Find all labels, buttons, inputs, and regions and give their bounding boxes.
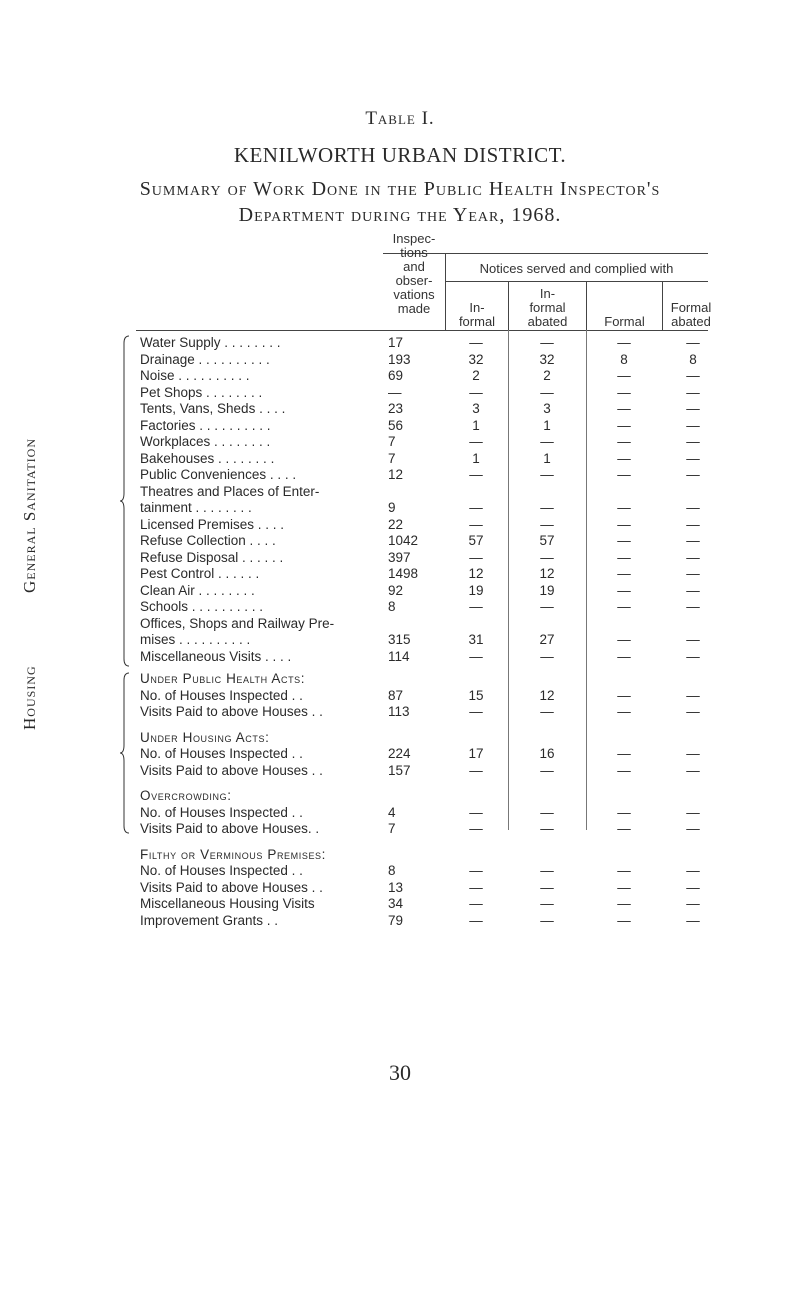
row-value-col3: 8 — [620, 351, 628, 367]
row-value-col1: 19 — [468, 582, 484, 598]
table-row — [136, 517, 716, 533]
row-value-col2: — — [540, 879, 554, 895]
row-value-col3: — — [617, 599, 631, 614]
table-row — [136, 368, 716, 384]
row-value-col2: — — [540, 467, 554, 482]
row-value-col0: 69 — [388, 368, 404, 383]
row-value-col0: — — [388, 384, 402, 400]
row-value-col2: — — [540, 863, 554, 878]
table-row — [136, 649, 716, 665]
row-value-col0: 157 — [388, 762, 411, 778]
header-inspections-line: tions — [400, 245, 428, 260]
table-row — [136, 533, 716, 549]
row-value-col1: — — [469, 912, 483, 928]
row-label: Under Housing Acts: — [140, 729, 270, 745]
row-value-col0: 9 — [388, 500, 396, 515]
row-value-col1: — — [469, 599, 483, 614]
row-value-col4: — — [686, 516, 700, 532]
table-row — [136, 788, 716, 804]
row-value-col0: 22 — [388, 516, 404, 532]
row-value-col2: 1 — [543, 450, 551, 466]
table-row — [136, 385, 716, 401]
table-row — [136, 863, 716, 879]
row-label: Miscellaneous Housing Visits — [140, 896, 315, 911]
row-label: Factories . . . . . . . . . . — [140, 417, 271, 433]
row-label: Refuse Collection . . . . — [140, 533, 276, 548]
row-value-col0: 315 — [388, 632, 411, 647]
row-label: Public Conveniences . . . . — [140, 467, 297, 482]
row-value-col0: 23 — [388, 401, 404, 416]
header-inspections-line: made — [397, 301, 431, 316]
row-value-col4: — — [686, 335, 700, 350]
summary-title — [0, 176, 800, 228]
table-row — [136, 821, 716, 837]
table-row — [136, 880, 716, 896]
row-value-col2: 12 — [539, 687, 555, 703]
row-value-col4: — — [686, 401, 700, 416]
row-value-col1: — — [469, 434, 483, 449]
row-label: Pest Control . . . . . . — [140, 566, 260, 581]
row-value-col3: — — [617, 863, 631, 878]
header-informal-line: In- — [469, 300, 485, 315]
row-value-col1: — — [469, 549, 483, 565]
row-value-col2: 27 — [539, 632, 555, 647]
row-value-col0: 7 — [388, 450, 396, 466]
row-value-col2: — — [540, 762, 554, 778]
header-informal-abated-line: In- — [539, 286, 556, 301]
row-label: Overcrowding: — [140, 788, 232, 803]
row-label: Bakehouses . . . . . . . . — [140, 450, 275, 466]
row-value-col4: — — [686, 434, 700, 449]
row-value-col4: — — [686, 863, 700, 878]
header-bottom-rule — [136, 330, 708, 331]
table-row — [136, 451, 716, 467]
row-label: Visits Paid to above Houses . . — [140, 762, 323, 778]
row-value-col0: 4 — [388, 804, 396, 820]
row-value-col4: — — [686, 821, 700, 836]
summary-line-2: Department during the Year, 1968. — [238, 204, 562, 226]
row-value-col1: — — [469, 467, 483, 482]
table-row — [136, 583, 716, 599]
table-row — [136, 566, 716, 582]
row-value-col4: 8 — [689, 351, 697, 367]
row-value-col3: — — [617, 566, 631, 581]
row-label: Tents, Vans, Sheds . . . . — [140, 401, 286, 416]
row-value-col4: — — [686, 500, 700, 515]
row-value-col3: — — [617, 533, 631, 548]
row-value-col1: 1 — [472, 450, 480, 466]
row-value-col3: — — [617, 896, 631, 911]
row-value-col2: 12 — [539, 566, 555, 581]
row-label: Offices, Shops and Railway Pre- — [140, 615, 335, 631]
table-label: Table I. — [365, 108, 435, 129]
row-value-col2: 57 — [539, 533, 555, 548]
row-value-col0: 193 — [388, 351, 411, 367]
row-value-col4: — — [686, 912, 700, 928]
row-value-col1: — — [469, 896, 483, 911]
table-row — [136, 688, 716, 704]
row-value-col3: — — [617, 335, 631, 350]
table-row — [136, 434, 716, 450]
row-value-col3: — — [617, 632, 631, 647]
table-row — [136, 805, 716, 821]
row-value-col3: — — [617, 417, 631, 433]
row-value-col4: — — [686, 549, 700, 565]
row-value-col3: — — [617, 384, 631, 400]
header-informal — [446, 301, 508, 329]
row-value-col1: — — [469, 500, 483, 515]
row-value-col3: — — [617, 434, 631, 449]
row-value-col3: — — [617, 368, 631, 383]
row-value-col4: — — [686, 582, 700, 598]
row-label: No. of Houses Inspected . . — [140, 746, 303, 761]
row-value-col4: — — [686, 896, 700, 911]
row-label: Theatres and Places of Enter- — [140, 483, 320, 499]
row-value-col1: — — [469, 384, 483, 400]
row-label: tainment . . . . . . . . — [140, 500, 252, 515]
table-row — [136, 467, 716, 483]
row-value-col0: 7 — [388, 434, 396, 449]
header-formal: Formal — [604, 314, 645, 329]
row-value-col3: — — [617, 912, 631, 928]
row-value-col1: 12 — [468, 566, 484, 581]
row-value-col2: — — [540, 384, 554, 400]
table-row — [136, 335, 716, 351]
table-row — [136, 550, 716, 566]
row-value-col1: — — [469, 762, 483, 778]
page-number: 30 — [389, 1060, 411, 1085]
row-value-col0: 113 — [388, 704, 410, 719]
row-value-col3: — — [617, 549, 631, 565]
sanitation-bracket — [120, 335, 130, 667]
row-value-col0: 92 — [388, 582, 404, 598]
row-value-col3: — — [617, 746, 631, 761]
row-value-col1: 17 — [468, 746, 484, 761]
row-value-col2: 32 — [539, 351, 555, 367]
row-value-col0: 1498 — [388, 566, 419, 581]
row-value-col4: — — [686, 704, 700, 719]
row-value-col1: — — [469, 879, 483, 895]
row-value-col4: — — [686, 450, 700, 466]
table-row — [136, 352, 716, 368]
header-notices: Notices served and complied with — [479, 261, 674, 276]
district-title: KENILWORTH URBAN DISTRICT. — [233, 143, 567, 167]
table-row — [136, 616, 716, 632]
header-inspections — [382, 232, 446, 316]
row-label: Filthy or Verminous Premises: — [140, 846, 327, 862]
row-label: Drainage . . . . . . . . . . — [140, 351, 270, 367]
row-value-col1: 2 — [472, 368, 480, 383]
row-value-col2: — — [540, 500, 554, 515]
table-row — [136, 484, 716, 500]
table-row — [136, 763, 716, 779]
row-value-col2: — — [540, 434, 554, 449]
row-value-col0: 397 — [388, 549, 411, 565]
row-value-col3: — — [617, 687, 631, 703]
row-value-col1: 31 — [468, 632, 484, 647]
row-value-col3: — — [617, 648, 631, 664]
row-value-col2: — — [540, 599, 554, 614]
row-value-col0: 79 — [388, 912, 404, 928]
row-label: Visits Paid to above Houses. . — [140, 821, 320, 836]
table-row — [136, 632, 716, 648]
header-informal-abated — [509, 287, 586, 329]
row-value-col4: — — [686, 762, 700, 778]
row-value-col4: — — [686, 879, 700, 895]
row-value-col4: — — [686, 384, 700, 400]
table-row — [136, 730, 716, 746]
side-label-general-sanitation: General Sanitation — [20, 438, 39, 593]
row-label: Clean Air . . . . . . . . — [140, 582, 255, 598]
row-value-col0: 7 — [388, 821, 396, 836]
row-value-col4: — — [686, 417, 700, 433]
table-row — [136, 704, 716, 720]
row-label: No. of Houses Inspected . . — [140, 687, 303, 703]
header-informal-line: formal — [458, 314, 496, 329]
row-value-col0: 8 — [388, 599, 396, 614]
row-value-col2: — — [540, 896, 554, 911]
row-value-col1: 32 — [468, 351, 484, 367]
row-value-col1: — — [469, 704, 483, 719]
row-label: Visits Paid to above Houses . . — [140, 879, 323, 895]
row-value-col2: 19 — [539, 582, 555, 598]
table-row — [136, 599, 716, 615]
header-inspections-line: obser- — [395, 273, 433, 288]
header-formal-abated-line: abated — [671, 314, 711, 329]
header-inspections-line: vations — [393, 287, 435, 302]
row-value-col2: 3 — [543, 401, 551, 416]
row-value-col1: 15 — [468, 687, 484, 703]
row-value-col0: 224 — [388, 746, 411, 761]
row-label: Water Supply . . . . . . . . — [140, 335, 281, 350]
row-value-col1: — — [469, 335, 483, 350]
row-value-col3: — — [617, 704, 631, 719]
table-row — [136, 671, 716, 687]
row-value-col4: — — [686, 566, 700, 581]
row-value-col2: 2 — [543, 368, 551, 383]
row-value-col4: — — [686, 804, 700, 820]
table-row — [136, 896, 716, 912]
row-value-col3: — — [617, 500, 631, 515]
row-value-col2: — — [540, 648, 554, 664]
summary-line-1: Summary of Work Done in the Public Health Inspector's — [139, 178, 661, 200]
notices-rule — [445, 281, 708, 282]
row-label: Miscellaneous Visits . . . . — [140, 648, 292, 664]
row-value-col2: — — [540, 549, 554, 565]
row-label: Refuse Disposal . . . . . . — [140, 549, 284, 565]
row-value-col0: 114 — [388, 648, 410, 664]
row-label: Visits Paid to above Houses . . — [140, 704, 323, 719]
row-value-col0: 56 — [388, 417, 404, 433]
row-value-col2: — — [540, 335, 554, 350]
row-label: Schools . . . . . . . . . . — [140, 599, 264, 614]
row-value-col1: — — [469, 516, 483, 532]
table-row — [136, 418, 716, 434]
row-value-col3: — — [617, 516, 631, 532]
row-value-col2: — — [540, 516, 554, 532]
row-value-col0: 17 — [388, 335, 404, 350]
row-value-col1: — — [469, 648, 483, 664]
header-informal-abated-line: formal — [529, 300, 566, 315]
side-label-housing: Housing — [20, 665, 39, 730]
row-label: No. of Houses Inspected . . — [140, 804, 303, 820]
table-row — [136, 847, 716, 863]
row-value-col3: — — [617, 879, 631, 895]
row-label: No. of Houses Inspected . . — [140, 863, 303, 878]
row-value-col4: — — [686, 533, 700, 548]
table-row — [136, 746, 716, 762]
row-value-col4: — — [686, 648, 700, 664]
row-label: Licensed Premises . . . . — [140, 516, 285, 532]
table-row — [136, 401, 716, 417]
row-value-col0: 13 — [388, 879, 404, 895]
row-value-col3: — — [617, 467, 631, 482]
row-value-col4: — — [686, 632, 700, 647]
row-value-col3: — — [617, 762, 631, 778]
header-inspections-line: Inspec- — [392, 231, 436, 246]
row-value-col3: — — [617, 804, 631, 820]
row-label: Under Public Health Acts: — [140, 671, 306, 686]
row-value-col2: — — [540, 704, 554, 719]
header-inspections-line: and — [403, 259, 425, 274]
row-value-col4: — — [686, 368, 700, 383]
row-label: Workplaces . . . . . . . . — [140, 434, 271, 449]
table-row — [136, 500, 716, 516]
row-value-col4: — — [686, 599, 700, 614]
row-value-col2: 1 — [543, 417, 551, 433]
row-label: mises . . . . . . . . . . — [140, 632, 251, 647]
row-value-col3: — — [617, 401, 631, 416]
header-informal-abated-line: abated — [527, 314, 568, 329]
housing-bracket — [120, 672, 130, 834]
row-value-col3: — — [617, 582, 631, 598]
table-row — [136, 913, 716, 929]
row-value-col2: — — [540, 821, 554, 836]
header-formal-abated-line: Formal — [670, 300, 712, 315]
row-value-col2: — — [540, 912, 554, 928]
row-value-col4: — — [686, 467, 700, 482]
row-value-col1: 1 — [472, 417, 480, 433]
row-value-col3: — — [617, 450, 631, 466]
row-label: Pet Shops . . . . . . . . — [140, 384, 263, 400]
row-value-col1: — — [469, 863, 483, 878]
row-label: Noise . . . . . . . . . . — [140, 368, 250, 383]
row-value-col1: — — [469, 821, 483, 836]
row-value-col1: 3 — [472, 401, 480, 416]
row-value-col1: 57 — [468, 533, 484, 548]
row-value-col0: 8 — [388, 863, 396, 878]
header-formal-abated — [663, 301, 719, 329]
row-value-col0: 12 — [388, 467, 404, 482]
row-value-col4: — — [686, 746, 700, 761]
row-value-col4: — — [686, 687, 700, 703]
row-value-col0: 87 — [388, 687, 404, 703]
row-value-col1: — — [469, 804, 483, 820]
row-value-col2: 16 — [539, 746, 555, 761]
row-value-col3: — — [617, 821, 631, 836]
row-value-col2: — — [540, 804, 554, 820]
row-label: Improvement Grants . . — [140, 912, 279, 928]
row-value-col0: 34 — [388, 896, 404, 911]
row-value-col0: 1042 — [388, 533, 419, 548]
